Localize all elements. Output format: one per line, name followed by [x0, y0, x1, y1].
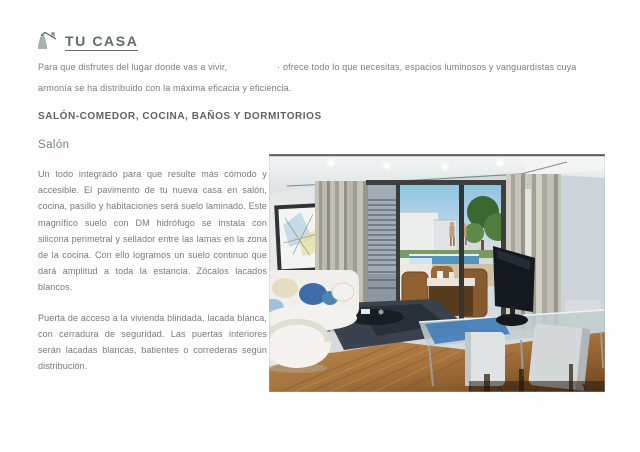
tv-stand-base: [496, 314, 528, 326]
blue-cushion: [299, 283, 327, 305]
intro-line1-left: Para que disfrutes del lugar donde vas a vivir,: [38, 62, 228, 72]
salon-paragraph-2: Puerta de acceso a la vivienda blindada, lacada blanca, con cerradura de seguridad. Las puertas interiores serán lacadas blancas, batientes o correderas según distribución.: [38, 312, 267, 372]
pool-edge: [409, 254, 479, 256]
intro-line-2: armonía se ha distribuido con la máxima eficacia y eficiencia.: [38, 83, 292, 93]
salon-paragraph-1: Un todo integrado para que resulte más cómodo y accesible. El pavimento de tu nueva casa en salón, cocina, pasillo y habitaciones será suelo laminado. Este magnífico suelo con DM hidrófugo se instala con silicona perimetral y sellador entre las lamas en la zona de la cocina. Con ello logramos un suelo continuo que dará amplitud a toda la estancia. Zócalos lacados blancos.: [38, 169, 267, 293]
section-title: SALÓN-COMEDOR, COCINA, BAÑOS Y DORMITORIOS: [38, 111, 322, 122]
salon-heading: Salón: [38, 139, 70, 151]
house-logo-icon: [36, 29, 62, 51]
tu-casa-logo: [36, 29, 138, 51]
salon-interior-photo: [269, 154, 605, 392]
salon-text-column: [38, 166, 267, 388]
intro-line-1: [38, 57, 618, 78]
intro-line1-right: · ofrece todo lo que necesitas, espacios luminosos y vanguardistas cuya: [277, 62, 577, 72]
beige-cushion: [272, 278, 298, 298]
intro-paragraph: [38, 57, 618, 99]
logo-text: TU CASA: [65, 33, 139, 49]
